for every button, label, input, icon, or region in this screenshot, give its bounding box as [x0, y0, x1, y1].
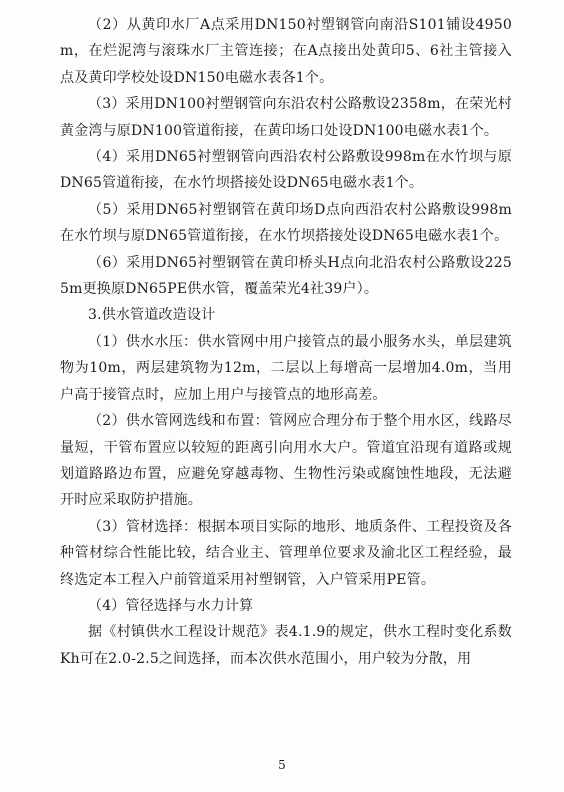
paragraph-pipe-material: （3）管材选择：根据本项目实际的地形、地质条件、工程投资及各种管材综合性能比较，结合业主、管理单位要求及渝北区工程经验，最终选定本工程入户前管道采用衬塑钢管，入户管采用PE管。 [60, 518, 512, 588]
paragraph-hydraulic-calculation: 据《村镇供水工程设计规范》表4.1.9的规定，供水工程时变化系数Kh可在2.0-2.5之间选择，而本次供水范围小，用户较为分散，用 [60, 624, 512, 667]
page-body [60, 12, 512, 672]
page-number: 5 [278, 758, 286, 772]
paragraph-network-layout: （2）供水管网选线和布置：管网应合理分布于整个用水区，线路尽量短，干管布置应以较短的距离引向用水大户。管道宜沿现有道路或规划道路路边布置，应避免穿越毒物、生物性污染或腐蚀性地段，无法避开时应采取防护措施。 [60, 413, 512, 509]
paragraph-pipeline-6: （6）采用DN65衬塑钢管在黄印桥头H点向北沿农村公路敷设2255m更换原DN65PE供水管，覆盖荣光4社39户）。 [60, 254, 512, 298]
section-heading-pipe-renovation: 3.供水管道改造设计 [88, 307, 216, 324]
paragraph-pipeline-3: （3）采用DN100衬塑钢管向东沿农村公路敷设2358m，在荣光村黄金湾与原DN100管道衔接，在黄印场口处设DN100电磁水表1个。 [60, 96, 512, 139]
paragraph-pipeline-5: （5）采用DN65衬塑钢管在黄印场D点向西沿农村公路敷设998m在水竹坝与原DN65管道衔接，在水竹坝搭接处设DN65电磁水表1个。 [60, 201, 512, 245]
subheading-pipe-diameter: （4）管径选择与水力计算 [88, 597, 254, 614]
paragraph-water-pressure: （1）供水水压：供水管网中用户接管点的最小服务水头，单层建筑物为10m，两层建筑物为12m，二层以上每增高一层增加4.0m，当用户高于接管点时，应加上用户与接管点的地形高差。 [60, 333, 512, 403]
paragraph-pipeline-4: （4）采用DN65衬塑钢管向西沿农村公路敷设998m在水竹坝与原DN65管道衔接，在水竹坝搭接处设DN65电磁水表1个。 [60, 149, 512, 192]
paragraph-pipeline-2: （2）从黄印水厂A点采用DN150衬塑钢管向南沿S101铺设4950m，在烂泥湾与滚珠水厂主管连接；在A点接出处黄印5、6社主管接入点及黄印学校处设DN150电磁水表各1个。 [60, 17, 512, 86]
